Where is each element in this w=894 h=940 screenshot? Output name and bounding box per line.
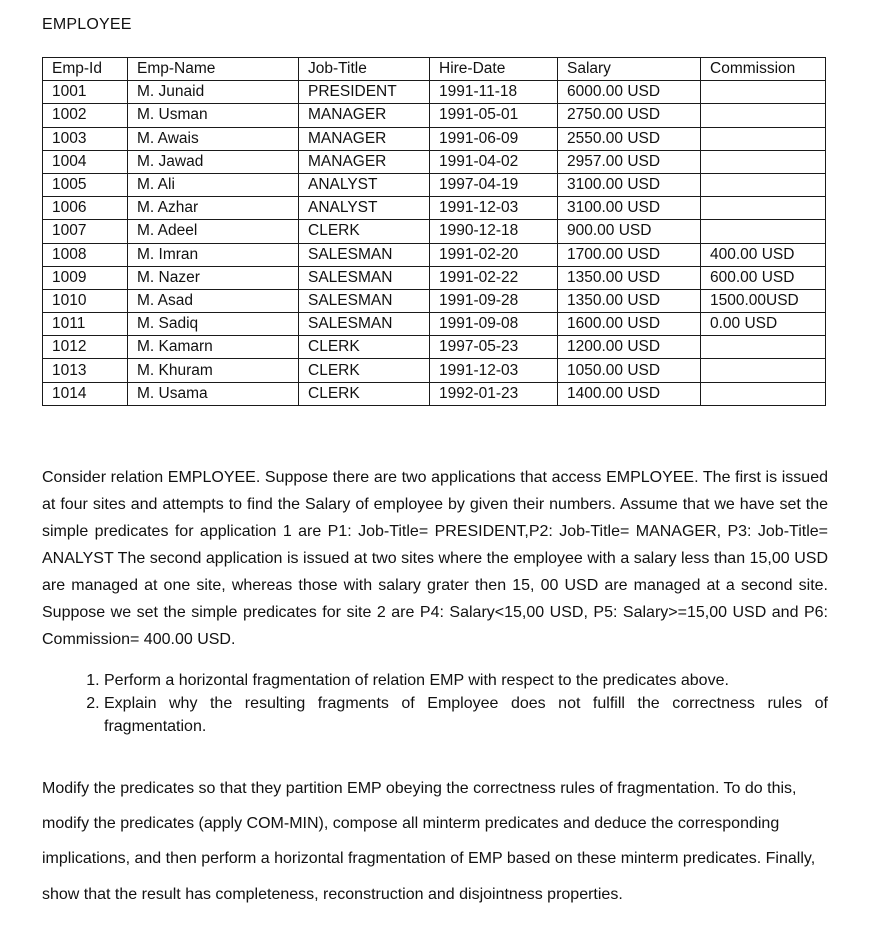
cell-emp-name: M. Awais xyxy=(128,127,299,150)
cell-salary: 1350.00 USD xyxy=(558,289,701,312)
cell-job-title: SALESMAN xyxy=(299,289,430,312)
cell-hire-date: 1991-09-08 xyxy=(430,313,558,336)
cell-commission xyxy=(701,359,826,382)
cell-emp-id: 1011 xyxy=(43,313,128,336)
cell-job-title: SALESMAN xyxy=(299,243,430,266)
cell-job-title: CLERK xyxy=(299,359,430,382)
table-row xyxy=(43,173,826,196)
cell-emp-name: M. Ali xyxy=(128,173,299,196)
cell-job-title: MANAGER xyxy=(299,127,430,150)
cell-emp-id: 1010 xyxy=(43,289,128,312)
cell-job-title: SALESMAN xyxy=(299,266,430,289)
table-row xyxy=(43,382,826,405)
table-row xyxy=(43,104,826,127)
cell-commission: 600.00 USD xyxy=(701,266,826,289)
cell-job-title: ANALYST xyxy=(299,173,430,196)
table-row xyxy=(43,266,826,289)
cell-emp-name: M. Azhar xyxy=(128,197,299,220)
cell-hire-date: 1991-11-18 xyxy=(430,81,558,104)
table-row xyxy=(43,243,826,266)
table-header-row xyxy=(43,58,826,81)
table-row xyxy=(43,197,826,220)
cell-emp-id: 1001 xyxy=(43,81,128,104)
cell-emp-id: 1008 xyxy=(43,243,128,266)
cell-job-title: CLERK xyxy=(299,382,430,405)
cell-emp-name: M. Jawad xyxy=(128,150,299,173)
cell-emp-id: 1013 xyxy=(43,359,128,382)
table-row xyxy=(43,81,826,104)
problem-statement: Consider relation EMPLOYEE. Suppose there are two applications that access EMPLOYEE. The first is issued at four sites and attempts to find the Salary of employee by given their numbers. Assume that we have set the simple predicates for application 1 are P1: Job-Title= PRESIDENT,P2: Job-Title= MANAGER, P3: Job-Title= ANALYST The second application is issued at two sites where the employee with a salary less than 15,00 USD are managed at one site, whereas those with salary grater then 15, 00 USD are managed at a second site. Suppose we set the simple predicates for site 2 are P4: Salary<15,00 USD, P5: Salary>=15,00 USD and P6: Commission= 400.00 USD. xyxy=(42,469,828,648)
cell-commission xyxy=(701,336,826,359)
cell-emp-name: M. Nazer xyxy=(128,266,299,289)
cell-job-title: CLERK xyxy=(299,336,430,359)
cell-commission xyxy=(701,150,826,173)
cell-hire-date: 1990-12-18 xyxy=(430,220,558,243)
cell-commission: 1500.00USD xyxy=(701,289,826,312)
cell-hire-date: 1991-05-01 xyxy=(430,104,558,127)
table-row xyxy=(43,359,826,382)
cell-emp-name: M. Sadiq xyxy=(128,313,299,336)
cell-emp-name: M. Usman xyxy=(128,104,299,127)
table-row xyxy=(43,127,826,150)
cell-job-title: ANALYST xyxy=(299,197,430,220)
cell-emp-name: M. Imran xyxy=(128,243,299,266)
cell-hire-date: 1991-06-09 xyxy=(430,127,558,150)
cell-salary: 900.00 USD xyxy=(558,220,701,243)
header-commission: Commission xyxy=(701,58,826,81)
cell-salary: 1350.00 USD xyxy=(558,266,701,289)
cell-commission xyxy=(701,81,826,104)
cell-salary: 1200.00 USD xyxy=(558,336,701,359)
cell-commission xyxy=(701,197,826,220)
cell-job-title: PRESIDENT xyxy=(299,81,430,104)
table-row xyxy=(43,150,826,173)
cell-hire-date: 1991-12-03 xyxy=(430,197,558,220)
cell-salary: 1050.00 USD xyxy=(558,359,701,382)
cell-emp-id: 1005 xyxy=(43,173,128,196)
cell-emp-id: 1003 xyxy=(43,127,128,150)
cell-commission: 400.00 USD xyxy=(701,243,826,266)
cell-hire-date: 1991-04-02 xyxy=(430,150,558,173)
header-hire-date: Hire-Date xyxy=(430,58,558,81)
cell-salary: 1400.00 USD xyxy=(558,382,701,405)
header-salary: Salary xyxy=(558,58,701,81)
header-emp-name: Emp-Name xyxy=(128,58,299,81)
cell-emp-id: 1002 xyxy=(43,104,128,127)
question-list xyxy=(42,669,828,738)
header-job-title: Job-Title xyxy=(299,58,430,81)
cell-commission xyxy=(701,104,826,127)
instructions-paragraph: Modify the predicates so that they partition EMP obeying the correctness rules of fragmentation. To do this, modify the predicates (apply COM-MIN), compose all minterm predicates and deduce the corresponding implications, and then perform a horizontal fragmentation of EMP based on these minterm predicates. Finally, show that the result has completeness, reconstruction and disjointness properties. xyxy=(42,780,816,903)
cell-job-title: MANAGER xyxy=(299,104,430,127)
cell-hire-date: 1997-04-19 xyxy=(430,173,558,196)
cell-commission xyxy=(701,220,826,243)
cell-salary: 3100.00 USD xyxy=(558,197,701,220)
employee-table xyxy=(42,57,826,406)
table-row xyxy=(43,336,826,359)
table-row xyxy=(43,313,826,336)
table-row xyxy=(43,220,826,243)
cell-commission xyxy=(701,382,826,405)
table-title: EMPLOYEE xyxy=(42,16,132,33)
cell-emp-name: M. Junaid xyxy=(128,81,299,104)
cell-salary: 6000.00 USD xyxy=(558,81,701,104)
cell-salary: 2957.00 USD xyxy=(558,150,701,173)
cell-hire-date: 1991-02-22 xyxy=(430,266,558,289)
question-item: 2. Explain why the resulting fragments of Employee does not fulfill the correctness rules of fragmentation. xyxy=(104,692,828,738)
cell-hire-date: 1992-01-23 xyxy=(430,382,558,405)
cell-salary: 3100.00 USD xyxy=(558,173,701,196)
cell-salary: 1600.00 USD xyxy=(558,313,701,336)
cell-job-title: CLERK xyxy=(299,220,430,243)
cell-emp-name: M. Usama xyxy=(128,382,299,405)
question-item: 1. Perform a horizontal fragmentation of relation EMP with respect to the predicates above. xyxy=(104,669,828,692)
cell-emp-name: M. Adeel xyxy=(128,220,299,243)
cell-job-title: MANAGER xyxy=(299,150,430,173)
cell-emp-id: 1012 xyxy=(43,336,128,359)
cell-hire-date: 1991-12-03 xyxy=(430,359,558,382)
cell-salary: 2750.00 USD xyxy=(558,104,701,127)
cell-commission xyxy=(701,127,826,150)
cell-commission: 0.00 USD xyxy=(701,313,826,336)
cell-salary: 2550.00 USD xyxy=(558,127,701,150)
cell-emp-id: 1004 xyxy=(43,150,128,173)
cell-emp-id: 1007 xyxy=(43,220,128,243)
cell-emp-name: M. Asad xyxy=(128,289,299,312)
cell-emp-name: M. Kamarn xyxy=(128,336,299,359)
cell-emp-id: 1014 xyxy=(43,382,128,405)
cell-emp-id: 1009 xyxy=(43,266,128,289)
cell-hire-date: 1997-05-23 xyxy=(430,336,558,359)
cell-commission xyxy=(701,173,826,196)
header-emp-id: Emp-Id xyxy=(43,58,128,81)
cell-emp-id: 1006 xyxy=(43,197,128,220)
table-body xyxy=(43,81,826,406)
cell-hire-date: 1991-02-20 xyxy=(430,243,558,266)
cell-job-title: SALESMAN xyxy=(299,313,430,336)
cell-hire-date: 1991-09-28 xyxy=(430,289,558,312)
cell-emp-name: M. Khuram xyxy=(128,359,299,382)
table-row xyxy=(43,289,826,312)
cell-salary: 1700.00 USD xyxy=(558,243,701,266)
